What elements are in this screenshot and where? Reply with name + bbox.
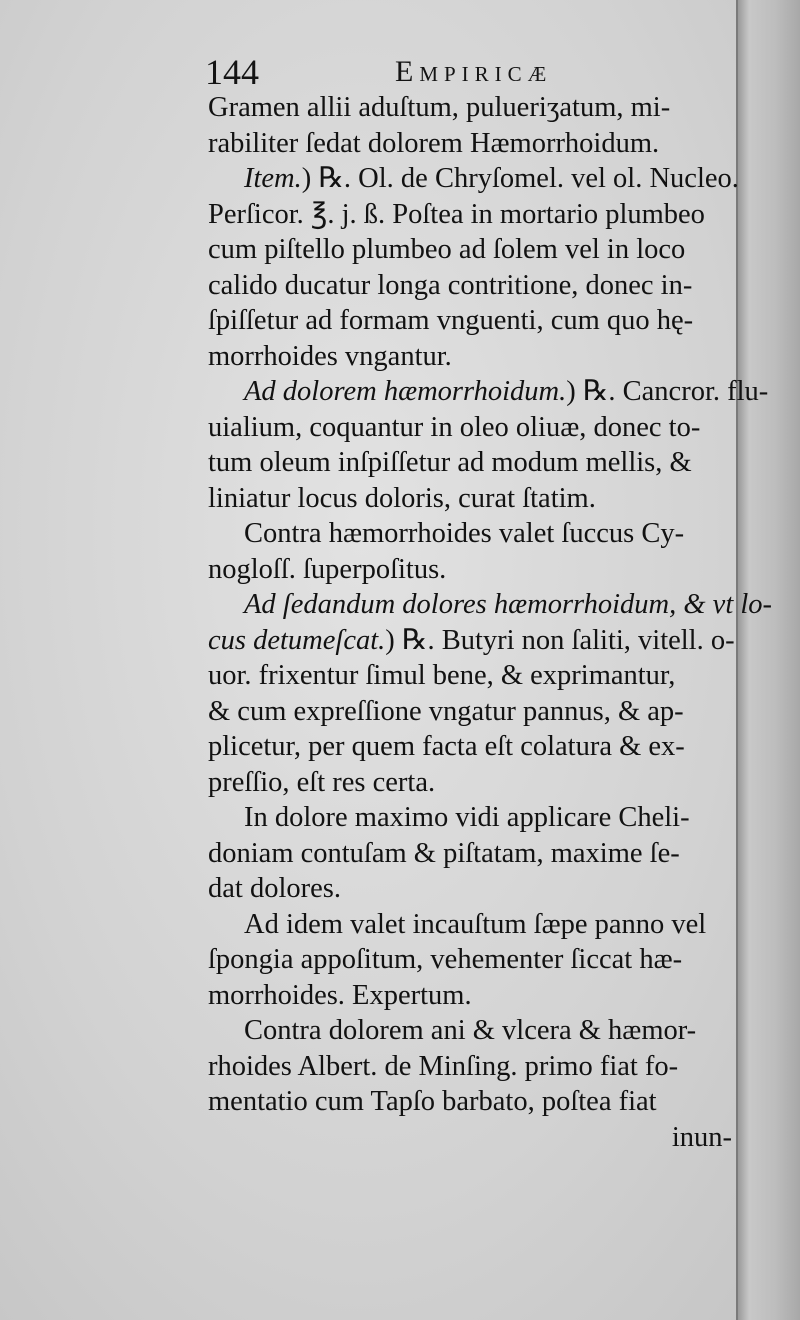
text-line: Gramen allii aduſtum, pulueriʒatum, mi- — [208, 92, 671, 123]
text-line: cus detumeſcat.) ℞. Butyri non ſaliti, vitell. o- — [208, 624, 735, 656]
text-line: Contra hæmorrhoides valet ſuccus Cy- — [244, 518, 685, 549]
text-line: liniatur locus doloris, curat ſtatim. — [208, 482, 596, 514]
text-line: calido ducatur longa contritione, donec in- — [208, 269, 693, 301]
text-line: uor. frixentur ſimul bene, & exprimantur, — [208, 660, 676, 691]
text-line: nogloſſ. ſuperpoſitus. — [208, 553, 447, 585]
text-line: plicetur, per quem facta eſt colatura & ex- — [208, 731, 685, 762]
text-line: ſpiſſetur ad formam vnguenti, cum quo hę- — [208, 305, 694, 336]
text-line: dat dolores. — [208, 873, 341, 904]
text-line: ſpongia appoſitum, vehementer ſiccat hæ- — [208, 944, 683, 975]
text-line: & cum expreſſione vngatur pannus, & ap- — [208, 695, 684, 727]
text-line: Ad idem valet incauſtum ſæpe panno vel — [244, 908, 707, 940]
text-line: preſſio, eſt res certa. — [208, 766, 436, 798]
text-line: rhoides Albert. de Minſing. primo fiat fo- — [208, 1050, 679, 1082]
text-line: Ad dolorem hæmorrhoidum.) ℞. Cancror. flu- — [244, 376, 769, 407]
text-line: morrhoides. Expertum. — [208, 979, 472, 1011]
text-line: mentatio cum Tapſo barbato, poſtea fiat — [208, 1086, 657, 1117]
body-text — [208, 90, 773, 1155]
text-line: rabiliter ſedat dolorem Hæmorrhoidum. — [208, 127, 660, 159]
text-line: Item.) ℞. Ol. de Chryſomel. vel ol. Nucleo. — [244, 163, 739, 194]
text-line: Perſicor. ℥. j. ß. Poſtea in mortario plumbeo — [208, 198, 705, 230]
text-line: morrhoides vngantur. — [208, 340, 452, 372]
catchword: inun- — [671, 1121, 732, 1153]
page-number: 144 — [205, 52, 259, 92]
text-line: cum piſtello plumbeo ad ſolem vel in loco — [208, 234, 686, 265]
text-line: doniam contuſam & piſtatam, maxime ſe- — [208, 837, 680, 869]
page-gutter — [736, 0, 800, 1320]
text-line: uialium, coquantur in oleo oliuæ, donec to- — [208, 411, 701, 443]
page-header — [205, 50, 745, 94]
text-line: tum oleum inſpiſſetur ad modum mellis, & — [208, 447, 692, 478]
text-line: Ad ſedandum dolores hæmorrhoidum, & vt lo- — [244, 589, 773, 620]
running-head: Empiricæ — [395, 55, 553, 88]
text-line: Contra dolorem ani & vlcera & hæmor- — [244, 1015, 697, 1046]
text-line: In dolore maximo vidi applicare Cheli- — [244, 802, 690, 833]
